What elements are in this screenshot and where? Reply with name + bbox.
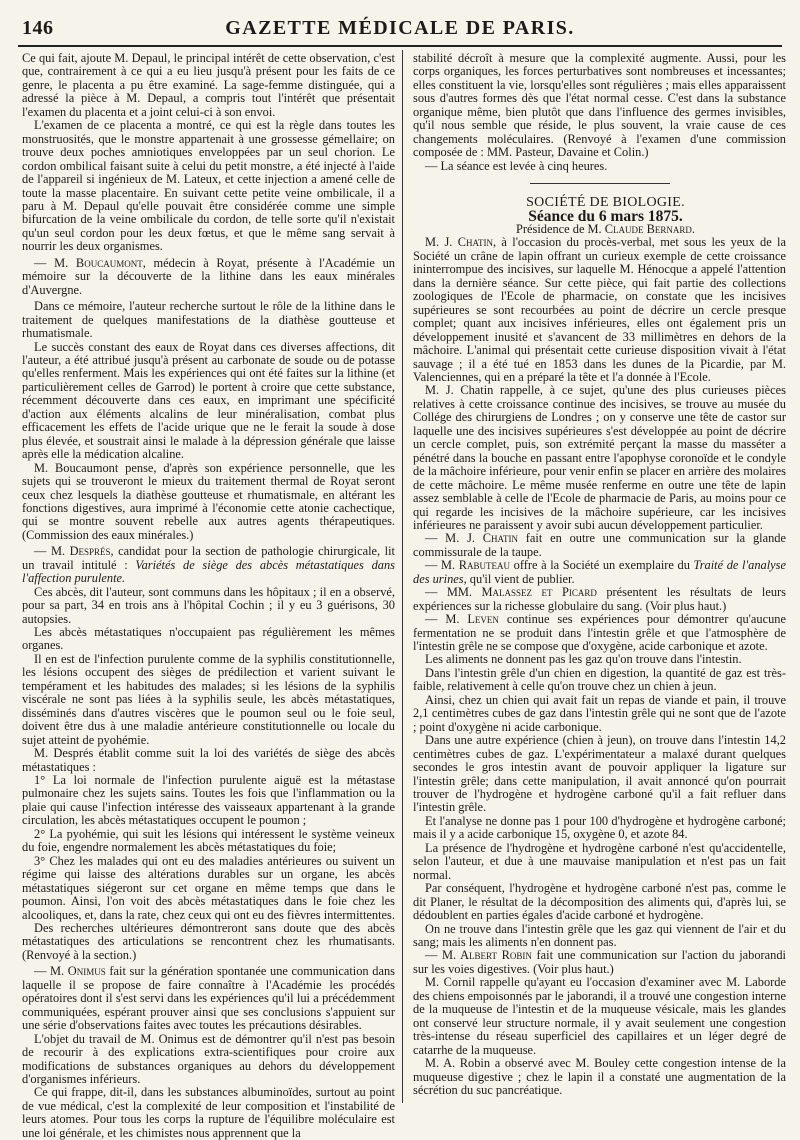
paragraph: — M. Boucaumont, médecin à Royat, présente à l'Académie un mémoire sur la découverte de la lithine dans les eaux minérales d'Auvergne. xyxy=(22,255,395,297)
paragraph: Ce qui frappe, dit-il, dans les substances albuminoïdes, surtout au point de vue médical, c'est la complexité de leur composition et l'instabilité de leurs atomes. Pour tous les corps la rupture de l'équilibre moléculaire est une loi générale, et les chimistes nous apprennent que la xyxy=(22,1085,395,1140)
paragraph: La présence de l'hydrogène et hydrogène carboné n'est qu'accidentelle, selon l'auteur, et due à une mauvaise manipulation et n'est pas un fait normal. xyxy=(413,840,786,882)
work-title: Traité de l'analyse des urines, xyxy=(413,558,786,586)
paragraph: Le succès constant des eaux de Royat dans ces diverses affections, dit l'auteur, a été attribué jusqu'à présent au carbonate de soude ou de potasse qu'elles renferment. Mais les expériences qui ont été faites sur la lithine (et particulièrement celles de Garrod) le portent à croire que cette substance, récemment découverte dans ces eaux, en imprimant une spécificité d'action aux éléments alcalins de leur minéralisation, combat plus efficacement les effets de l'acide urique que ne le ferait la soude à dose plus élevée, et soustrait ainsi le malade à la dépression générale que laisse après elle la médication alcaline. xyxy=(22,339,395,462)
paragraph: M. A. Robin a observé avec M. Bouley cette congestion intense de la muqueuse digestive ; chez le lapin il a constaté une augmentation de la sécrétion du suc pancréatique. xyxy=(413,1056,786,1097)
paragraph: M. Després établit comme suit la loi des variétés de siège des abcès métastatiques : xyxy=(22,746,395,774)
paragraph: — M. Albert Robin fait une communication sur l'action du jaborandi sur les voies digestives. (Voir plus haut.) xyxy=(413,948,786,976)
paragraph: 2° La pyohémie, qui suit les lésions qui intéressent le système veineux du foie, engendre normalement les abcès métastatiques du foie; xyxy=(22,826,395,855)
speaker-name: M. Albert Robin xyxy=(442,948,532,963)
paragraph: — M. Rabuteau offre à la Société un exemplaire du Traité de l'analyse des urines, qu'il vient de publier. xyxy=(413,558,786,586)
paragraph: — La séance est levée à cinq heures. xyxy=(425,158,608,173)
speaker-name: M. J. Chatin xyxy=(425,235,493,250)
header-rule xyxy=(18,45,782,47)
speaker-name: MM. Malassez et Picard xyxy=(446,585,597,600)
speaker-name: M. Onimus xyxy=(50,964,106,979)
paragraph xyxy=(413,236,786,384)
paragraph: Les abcès métastatiques n'occupaient pas régulièrement les mêmes organes. xyxy=(22,625,395,653)
paragraph: M. J. Chatin rappelle, à ce sujet, qu'une des plus curieuses pièces relatives à cette croissance continue des incisives, se trouve au musée du Collége des chirurgiens de Londres ; on y conserve une tête de castor sur laquelle une des incisives supérieures s'est développée au point de décrire un cercle complet, puis, son extrémité perçant la masse du masséter a pénétré dans la bouche en passant entre l'apophyse coronoïde et le condyle de la mâchoire inférieure, pour venir enfin se placer en arrière des molaires de cette mâchoire. Le même musée renferme en outre une tête de lapin assez semblable à celle de l'Ecole de pharmacie de Paris, au moins pour ce qui regarde les incisives de la mâchoire supérieure, car les incisives inférieures ne paraissent y avoir subi aucun développement particulier. xyxy=(413,383,786,532)
section-rule xyxy=(530,183,670,184)
paragraph: Les aliments ne donnent pas les gaz qu'on trouve dans l'intestin. xyxy=(425,652,742,667)
paragraph: Ces abcès, dit l'auteur, sont communs dans les hôpitaux ; il en a observé, pour sa part, 34 en trois ans à l'hôpital Cochin ; il y eu 3 guérisons, 30 autopsies. xyxy=(22,584,395,626)
speaker-name: M. Boucaumont xyxy=(54,255,143,270)
right-column xyxy=(413,52,786,1104)
paragraph: Par conséquent, l'hydrogène et hydrogène carboné n'est pas, comme le dit Planer, le résultat de la décomposition des aliments qui, d'après lui, se dédoublent en parties égales d'acide carboné et hydrogène. xyxy=(413,881,786,923)
paragraph-text: , médecin à Royat, présente à l'Académie un mémoire sur la découverte de la lithine dans les eaux minérales d'Auvergne. xyxy=(22,255,395,297)
paragraph: 3° Chez les malades qui ont eu des maladies antérieures ou suivent un régime qui laisse des altérations durables sur un organe, les abcès métastatiques siégeront sur cet organe en même temps que dans le poumon. Ainsi, l'on voit des abcès métastatiques dans le foie chez les alcooliques, et, dans la rate, chez ceux qui ont eu des fièvres intermittentes. xyxy=(22,853,395,922)
paragraph: — M. Leven continue ses expériences pour démontrer qu'aucune fermentation ne se produit dans l'intestin grêle et que l'atmosphère de l'intestin grêle ne se compose que d'oxygène, acide carbonique et azote. xyxy=(413,612,786,654)
presidency-suffix: . xyxy=(691,221,695,236)
paragraph: L'examen de ce placenta a montré, ce qui est la règle dans toutes les monstruosités, que le monstre appartenait à une grossesse gémellaire; on trouve deux poches amniotiques enveloppées par un seul chorion. Le cordon ombilical faisant suite à celui du petit monstre, a été injecté à l'aide de l'appareil si ingénieux de M. Lateux, et cette injection a amené celle de toute la masse placentaire. En suivant cette petite veine ombilicale, il a paru à M. Depaul qu'elle pouvait être considérée comme une simple bifurcation de la veine ombilicale du cordon, de telle sorte qu'il n'existait qu'un seul cordon pour les deux fœtus, et que le même sang servait à nourrir les deux organismes. xyxy=(22,118,395,254)
paragraph-text: fait sur la génération spontanée une communication dans laquelle il se propose de faire connaître à l'Académie les procédés opératoires dont il s'est servi dans les expériences qu'il lui a précédemment communiquées, espérant prouver ainsi que ses conclusions s'appuient sur une série d'observations faites avec toutes les précautions désirables. xyxy=(22,964,395,1033)
paragraph: Ainsi, chez un chien qui avait fait un repas de viande et pain, il trouve 2,1 centimètres cubes de gaz dans l'intestin grêle qui ne sont que de l'azote ; point d'oxygène ni acide carbonique. xyxy=(413,692,786,734)
speaker-name: M. Després xyxy=(50,544,111,559)
paragraph-text: , candidat pour la section de pathologie chirurgicale, lit un travail intitulé : xyxy=(22,544,395,572)
paragraph: L'objet du travail de M. Onimus est de démontrer qu'il n'est pas besoin de recourir à des explications extra-scientifiques pour croire aux modifications de substances organiques au dehors du développement d'organismes inférieurs. xyxy=(22,1031,395,1086)
page-number: 146 xyxy=(22,17,54,39)
paragraph: Et l'analyse ne donne pas 1 pour 100 d'hydrogène et hydrogène carboné; mais il y a acide carbonique 15, oxygène 0, et azote 84. xyxy=(413,813,786,842)
paragraph-text: présentent les résultats de leurs expériences sur la richesse globulaire du sang. (Voir plus haut.) xyxy=(413,585,786,613)
paragraph: Des recherches ultérieures démontreront sans doute que des abcès métastatiques des articulations se rencontrent chez les rhumatisants. (Renvoyé à la section.) xyxy=(22,921,395,962)
paragraph: stabilité décroît à mesure que la complexité augmente. Aussi, pour les corps organiques, les forces perturbatives sont nombreuses et incessantes; elles constituent la vie, lorsqu'elles sont régulières ; mais elles apparaissent sous d'autres formes dès que l'état normal cesse. C'est dans la substance organique même, bien plutôt que dans l'influence des germes invisibles, qu'il nous semble que réside, le plus souvent, la vraie cause de ces changements moléculaires. (Renvoyé à l'examen d'une commission composée de : MM. Pasteur, Davaine et Colin.) xyxy=(413,51,786,160)
paragraph: Dans ce mémoire, l'auteur recherche surtout le rôle de la lithine dans le traitement de quelques manifestations de la diathèse goutteuse et rhumatismale. xyxy=(22,299,395,341)
paragraph: M. Boucaumont pense, d'après son expérience personnelle, que les sujets qui se trouveront le mieux du traitement thermal de Royat seront ceux chez lesquels la diathèse goutteuse et rhumatismale, en altérant les fonctions digestives, aura imprimé à l'économie cette atonie cachectique, qui se montre souvent rebelle aux autres agents thérapeutiques. (Commission des eaux minérales.) xyxy=(22,460,395,542)
paragraph-text: , à l'occasion du procès-verbal, met sous les yeux de la Société un crâne de lapin offrant un curieux exemple de cette croissance ininterrompue des incisives, sur laquelle M. Hénocque a appelé l'attention dans la dernière séance. Sur cette pièce, qui fait partie des collections zoologiques de l'Ecole de pharmacie, on constate que les incisives supérieures se sont recourbées au point de décrire un cercle presque complet; quant aux incisives inférieures, elles ont également pris un développement inusité et s'avancent de 33 millimètres en dehors de la mâchoire. L'animal qui présentait cette curieuse disposition vivait à l'état sauvage ; il a été tué en 1853 dans les dunes de la Picardie, par M. Valenciennes, qui en a préparé la tête et l'a donnée à l'Ecole. xyxy=(413,235,786,384)
journal-title: GAZETTE MÉDICALE DE PARIS. xyxy=(225,17,575,39)
presidency-prefix: Présidence de M. xyxy=(515,221,605,236)
paragraph-text: continue ses expériences pour démontrer qu'aucune fermentation ne se produit dans l'intestin grêle et que l'atmosphère de l'intestin grêle ne se compose que d'oxygène, acide carbonique et azote. xyxy=(413,612,786,654)
left-column xyxy=(22,51,395,1140)
paragraph: Il en est de l'infection purulente comme de la syphilis constitutionnelle, les lésions occupent des sièges de prédilection et varient suivant le tempérament et les habitudes des malades; si les lésions de la syphilis viscérale ne sont pas liées à la syphilis seule, les abcès métastatiques, disséminés dans d'autres viscères que le poumon seul ou le foie seul, doivent être dus à une maladie antérieure constitutionnelle ou locale du sujet atteint de pyohémie. xyxy=(22,651,395,747)
paragraph: Dans l'intestin grêle d'un chien en digestion, la quantité de gaz est très-faible, relativement à celle qu'on trouve chez un chien à jeun. xyxy=(413,665,786,694)
paragraph: Dans une autre expérience (chien à jeun), on trouve dans l'intestin 14,2 centimètres cubes de gaz. L'expérimentateur a malaxé durant quelques secondes le gros intestin avant de pouvoir appliquer la ligature sur l'intestin grêle; dans cette manipulation, il avait annoncé qu'on pourrait trouver de l'hydrogène et hydrogène carboné qu'il a fait refluer dans l'intestin grêle. xyxy=(413,733,786,815)
paragraph: Ce qui fait, ajoute M. Depaul, le principal intérêt de cette observation, c'est que, contrairement à ce qui a eu lieu jusqu'à présent pour les faits de ce genre, le placenta a pu être examiné. La sage-femme distinguée, qui a adressé la pièce à M. Depaul, a compris tout l'intérêt que présentait l'examen du placenta et a joint celui-ci à son envoi. xyxy=(22,51,395,119)
speaker-name: M. Rabuteau xyxy=(441,558,511,573)
paragraph: — M. Onimus fait sur la génération spontanée une communication dans laquelle il se propose de faire connaître à l'Académie les procédés opératoires dont il s'est servi dans les expériences qu'il lui a précédemment communiquées, espérant prouver ainsi que ses conclusions s'appuient sur une série d'observations faites avec toutes les précautions désirables. xyxy=(22,964,395,1033)
paragraph: — MM. Malassez et Picard présentent les résultats de leurs expériences sur la richesse globulaire du sang. (Voir plus haut.) xyxy=(413,585,786,613)
president-name: Claude Bernard xyxy=(604,221,692,236)
paragraph-text: fait une communication sur l'action du jaborandi sur les voies digestives. (Voir plus haut.) xyxy=(413,948,786,976)
paragraph-text: offre à la Société un exemplaire du xyxy=(510,558,694,573)
paragraph: On ne trouve dans l'intestin grêle que les gaz qui viennent de l'air et du sang; mais les aliments n'en donnent pas. xyxy=(413,921,786,949)
society-title: SOCIÉTÉ DE BIOLOGIE. xyxy=(526,195,685,211)
column-divider xyxy=(402,50,403,1103)
page-header xyxy=(22,12,778,40)
paragraph: 1° La loi normale de l'infection purulente aiguë est la métastase pulmonaire chez les sujets sains. Toutes les fois que l'inflammation ou la plaie qui cause l'infection intéresse des vaisseaux appartenant à la grande circulation, les abcès métastatiques occupent le poumon ; xyxy=(22,773,395,828)
paragraph: — M. Després, candidat pour la section de pathologie chirurgicale, lit un travail intitulé : Variétés de siège des abcès métastatiques dans l'affection purulente. xyxy=(22,544,395,586)
paragraph: M. Cornil rappelle qu'ayant eu l'occasion d'examiner avec M. Laborde des chiens empoisonnés par le jaborandi, il a trouvé une congestion interne de la muqueuse de l'intestin et de la muqueuse vésicale, mais les glandes ont conservé leur structure normale, il y avait seulement une congestion très-intense du réseau superficiel des capillaires et un léger degré de catarrhe de la muqueuse. xyxy=(413,975,786,1057)
work-title: Variétés de siège des abcès métastatiques dans l'affection purulente. xyxy=(22,557,395,586)
paragraph: — M. J. Chatin fait en outre une communication sur la glande commissurale de la taupe. xyxy=(413,531,786,559)
paragraph-text: qu'il vient de publier. xyxy=(466,571,575,586)
speaker-name: M. J. Chatin xyxy=(445,531,519,546)
session-title: Séance du 6 mars 1875. xyxy=(528,207,683,225)
presidency-line xyxy=(413,223,786,236)
paragraph-text: fait en outre une communication sur la glande commissurale de la taupe. xyxy=(413,531,786,559)
speaker-name: M. Leven xyxy=(445,612,499,627)
